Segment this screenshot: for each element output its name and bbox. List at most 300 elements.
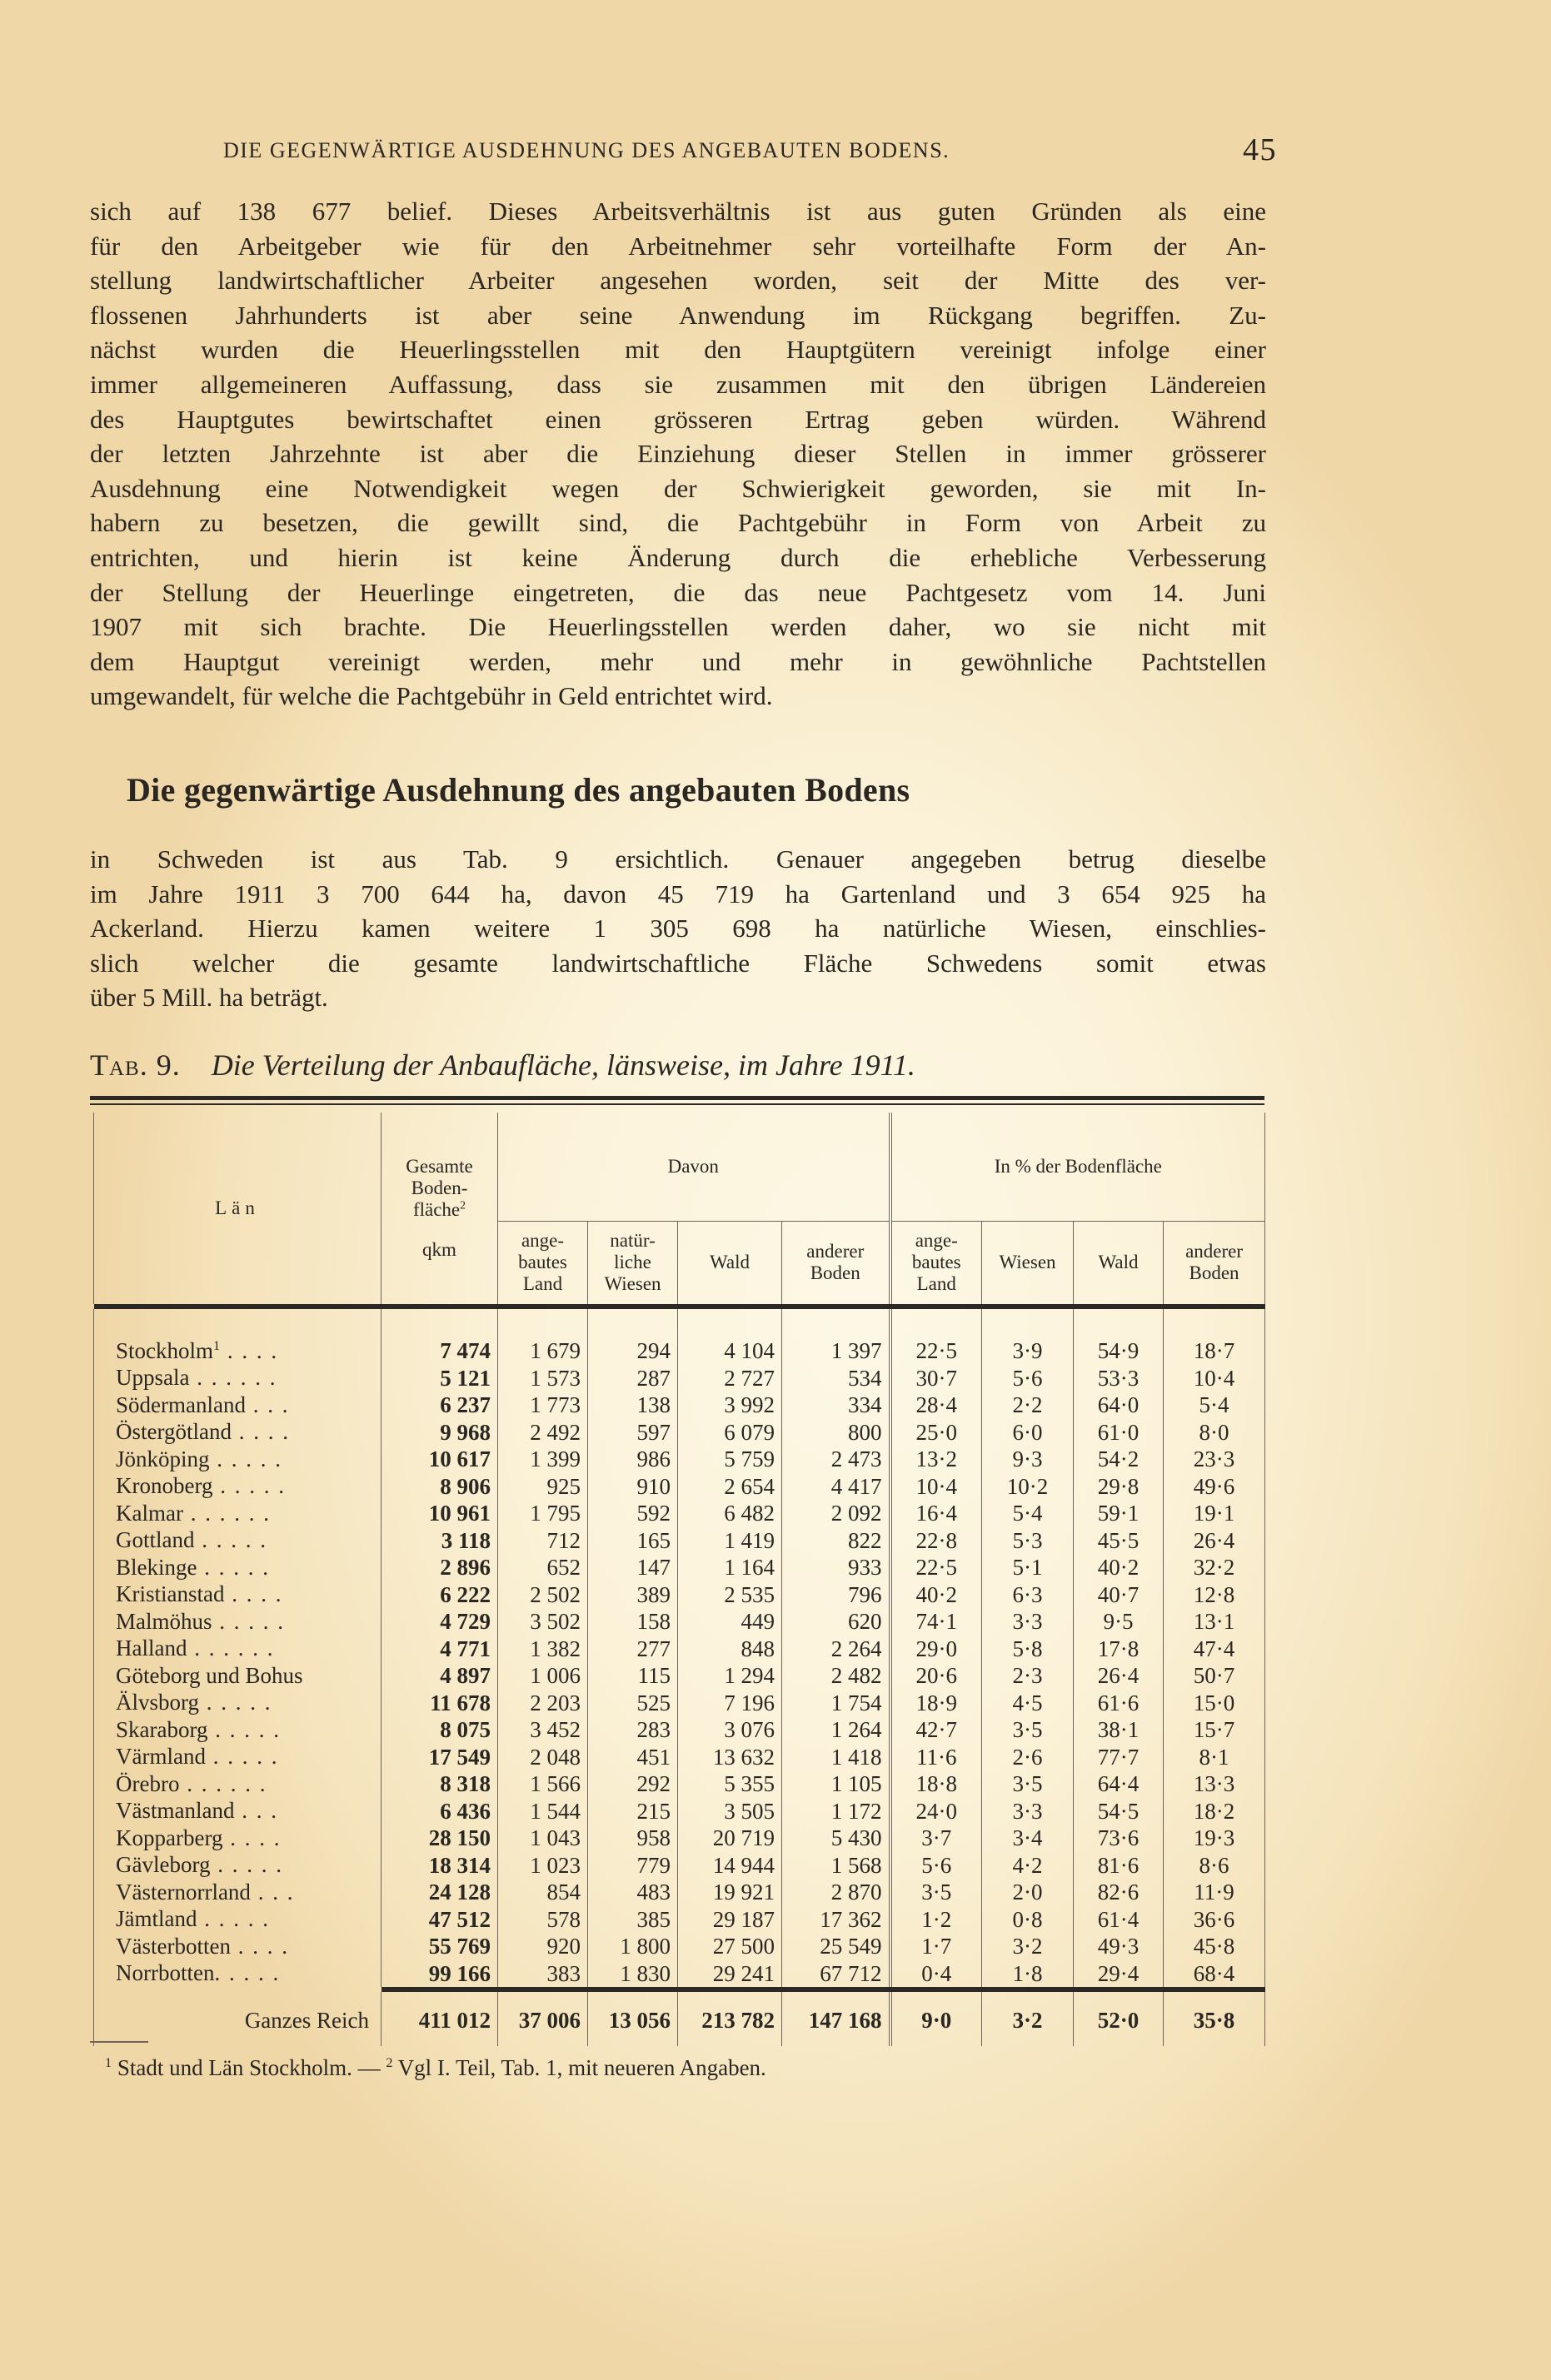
- cell-wald: 4 104: [678, 1337, 782, 1365]
- cell-anderer: 933: [782, 1554, 890, 1581]
- cell-pct-anderer: 50·7: [1164, 1662, 1265, 1690]
- cell-wald: 1 164: [678, 1554, 782, 1581]
- lan-name: Södermanland: [116, 1392, 246, 1417]
- cell-pct-land: 10·4: [890, 1473, 982, 1501]
- cell-lan: [94, 1581, 382, 1609]
- lan-name: Kopparberg: [116, 1825, 223, 1850]
- cell-anderer: 67 712: [782, 1960, 890, 1988]
- table-row: [94, 1554, 1265, 1581]
- table-row: [94, 1798, 1265, 1825]
- cell-pct-land: 22·8: [890, 1527, 982, 1555]
- cell-pct-land: 9·0: [890, 1992, 982, 2046]
- header-text: Boden: [810, 1262, 860, 1284]
- header-text: Gesamte: [406, 1156, 473, 1177]
- cell-pct-wald: 82·6: [1074, 1879, 1164, 1906]
- leader-dots: . . . . .: [197, 1554, 270, 1580]
- cell-pct-wald: 54·2: [1074, 1446, 1164, 1473]
- spacer: [1164, 1309, 1265, 1337]
- cell-lan: [94, 1608, 382, 1636]
- cell-pct-wald: 54·5: [1074, 1798, 1164, 1825]
- text-line: sich auf 138 677 belief. Dieses Arbeitsverhältnis ist aus guten Gründen als eine: [90, 197, 1266, 226]
- cell-wiesen: 147: [588, 1554, 678, 1581]
- cell-gesamt: 411 012: [382, 1992, 498, 2046]
- cell-gesamt: 47 512: [382, 1906, 498, 1934]
- text-line: über 5 Mill. ha beträgt.: [90, 983, 328, 1013]
- header-pct-wiesen: [982, 1221, 1074, 1304]
- table-body: [94, 1337, 1265, 1987]
- header-text: liche: [614, 1252, 651, 1273]
- cell-lan: [94, 1500, 382, 1527]
- lan-name: Kronoberg: [116, 1473, 213, 1499]
- header-pct-angebautes-land: [890, 1221, 982, 1304]
- header-pct-anderer-boden: [1164, 1221, 1265, 1304]
- cell-lan: [94, 1798, 382, 1825]
- spacer: [588, 1309, 678, 1337]
- cell-lan: [94, 1716, 382, 1744]
- cell-pct-wiesen: 3·3: [982, 1608, 1074, 1636]
- cell-wiesen: 483: [588, 1879, 678, 1906]
- cell-pct-land: 1·2: [890, 1906, 982, 1934]
- cell-pct-land: 40·2: [890, 1581, 982, 1609]
- cell-wald: 7 196: [678, 1690, 782, 1717]
- footnote-rule: [90, 2041, 148, 2043]
- text-line: stellung landwirtschaftlicher Arbeiter angesehen worden, seit der Mitte des ver-: [90, 266, 1266, 296]
- cell-gesamt: 8 318: [382, 1770, 498, 1798]
- text-line: des Hauptgutes bewirtschaftet einen grösseren Ertrag geben würden. Während: [90, 404, 1266, 434]
- cell-anderer: 147 168: [782, 1992, 890, 2046]
- cell-wiesen: 215: [588, 1798, 678, 1825]
- cell-lan: [94, 1473, 382, 1501]
- table-row: [94, 1933, 1265, 1960]
- lan-name: Norrbotten: [116, 1960, 215, 1986]
- cell-gesamt: 3 118: [382, 1527, 498, 1555]
- cell-land: 1 773: [498, 1392, 588, 1419]
- table-row: [94, 1879, 1265, 1906]
- lan-name: Halland: [116, 1636, 187, 1661]
- cell-wiesen: 292: [588, 1770, 678, 1798]
- cell-pct-wiesen: 3·2: [982, 1933, 1074, 1960]
- cell-wiesen: 1 830: [588, 1960, 678, 1988]
- cell-lan: [94, 1662, 382, 1690]
- cell-pct-wald: 38·1: [1074, 1716, 1164, 1744]
- spacer: [982, 1309, 1074, 1337]
- cell-anderer: 620: [782, 1608, 890, 1636]
- cell-gesamt: 6 222: [382, 1581, 498, 1609]
- cell-pct-land: 22·5: [890, 1554, 982, 1581]
- cell-lan: [94, 1690, 382, 1717]
- leader-dots: . . . . .: [197, 1906, 270, 1932]
- cell-pct-wiesen: 5·1: [982, 1554, 1074, 1581]
- text-line: slich welcher die gesamte landwirtschaftliche Fläche Schwedens somit etwas: [90, 948, 1266, 978]
- cell-gesamt: 18 314: [382, 1852, 498, 1880]
- lan-name: Gottland: [116, 1527, 195, 1553]
- cell-gesamt: 10 617: [382, 1446, 498, 1473]
- cell-pct-wiesen: 4·5: [982, 1690, 1074, 1717]
- cell-wiesen: 294: [588, 1337, 678, 1365]
- cell-wiesen: 158: [588, 1608, 678, 1636]
- header-davon: [498, 1113, 890, 1221]
- lan-name: Blekinge: [116, 1554, 197, 1580]
- cell-pct-wald: 29·4: [1074, 1960, 1164, 1988]
- cell-pct-land: 25·0: [890, 1419, 982, 1446]
- page-number: 45: [1243, 132, 1277, 167]
- cell-pct-wald: 26·4: [1074, 1662, 1164, 1690]
- table-row: [94, 1770, 1265, 1798]
- cell-wald: 1 294: [678, 1662, 782, 1690]
- table-top-rule-thick: [90, 1096, 1264, 1100]
- cell-pct-wiesen: 2·6: [982, 1744, 1074, 1771]
- table-row: [94, 1527, 1265, 1555]
- cell-wald: 5 355: [678, 1770, 782, 1798]
- table-row: [94, 1365, 1265, 1392]
- header-lan-label: Län: [215, 1197, 260, 1218]
- text-line: für den Arbeitgeber wie für den Arbeitnehmer sehr vorteilhafte Form der An-: [90, 231, 1266, 261]
- cell-land: 1 399: [498, 1446, 588, 1473]
- lan-name: Jönköping: [116, 1446, 210, 1471]
- cell-wiesen: 451: [588, 1744, 678, 1771]
- cell-wiesen: 13 056: [588, 1992, 678, 2046]
- lan-name: Västernorrland: [116, 1879, 251, 1904]
- header-natuerliche-wiesen: [588, 1221, 678, 1304]
- cell-pct-wiesen: 3·3: [982, 1798, 1074, 1825]
- header-text: Wald: [1098, 1252, 1139, 1273]
- paragraph-ausdehnung: [90, 842, 1266, 1015]
- cell-lan: [94, 1419, 382, 1446]
- table-title: Die Verteilung der Anbaufläche, länsweise, im Jahre 1911.: [211, 1048, 915, 1082]
- footnotes: [105, 2055, 766, 2081]
- cell-land: 854: [498, 1879, 588, 1906]
- header-pct-wald: [1074, 1221, 1164, 1304]
- cell-gesamt: 8 075: [382, 1716, 498, 1744]
- cell-pct-wiesen: 5·8: [982, 1636, 1074, 1663]
- text-line: dem Hauptgut vereinigt werden, mehr und mehr in gewöhnliche Pachtstellen: [90, 646, 1266, 676]
- lan-name: Uppsala: [116, 1365, 190, 1391]
- text-line: Ackerland. Hierzu kamen weitere 1 305 698 ha natürliche Wiesen, einschlies-: [90, 914, 1266, 944]
- table-row: [94, 1419, 1265, 1446]
- text-line: Ausdehnung eine Notwendigkeit wegen der Schwierigkeit geworden, sie mit In-: [90, 473, 1266, 503]
- cell-pct-wald: 64·4: [1074, 1770, 1164, 1798]
- cell-wiesen: 115: [588, 1662, 678, 1690]
- leader-dots: . . . . . .: [179, 1770, 267, 1796]
- cell-land: 2 203: [498, 1690, 588, 1717]
- leader-dots: . . . . . .: [182, 1500, 271, 1526]
- leader-dots: . . . . .: [205, 1744, 279, 1770]
- cell-gesamt: 10 961: [382, 1500, 498, 1527]
- cell-gesamt: 6 436: [382, 1798, 498, 1825]
- cell-land: 1 566: [498, 1770, 588, 1798]
- cell-pct-wald: 54·9: [1074, 1337, 1164, 1365]
- cell-anderer: 17 362: [782, 1906, 890, 1934]
- leader-dots: . . . .: [231, 1419, 290, 1445]
- table-top-rule-thin: [90, 1103, 1264, 1105]
- header-in-percent: [890, 1113, 1265, 1221]
- table-row: [94, 1392, 1265, 1419]
- table-row: [94, 1960, 1265, 1988]
- table-row: [94, 1500, 1265, 1527]
- cell-pct-wald: 40·7: [1074, 1581, 1164, 1609]
- lan-name: Skaraborg: [116, 1716, 208, 1742]
- cell-wald: 3 505: [678, 1798, 782, 1825]
- cell-pct-wiesen: 2·0: [982, 1879, 1074, 1906]
- cell-pct-wald: 45·5: [1074, 1527, 1164, 1555]
- cell-pct-land: 24·0: [890, 1798, 982, 1825]
- cell-anderer: 1 418: [782, 1744, 890, 1771]
- cell-land: 1 382: [498, 1636, 588, 1663]
- cell-pct-wald: 59·1: [1074, 1500, 1164, 1527]
- cell-pct-land: 74·1: [890, 1608, 982, 1636]
- leader-dots: . . .: [234, 1798, 278, 1824]
- spacer: [678, 1309, 782, 1337]
- cell-anderer: 2 264: [782, 1636, 890, 1663]
- cell-gesamt: 17 549: [382, 1744, 498, 1771]
- cell-land: 652: [498, 1554, 588, 1581]
- total-label: Ganzes Reich: [94, 1992, 382, 2046]
- cell-gesamt: 2 896: [382, 1554, 498, 1581]
- cell-wald: 2 654: [678, 1473, 782, 1501]
- section-heading: Die gegenwärtige Ausdehnung des angebauten Bodens: [127, 771, 910, 809]
- table-row: [94, 1636, 1265, 1663]
- cell-anderer: 1 397: [782, 1337, 890, 1365]
- table-row: [94, 1473, 1265, 1501]
- table-caption: [90, 1048, 1256, 1083]
- cell-land: 37 006: [498, 1992, 588, 2046]
- total-row: [94, 1992, 1265, 2046]
- leader-dots: . . . . . .: [189, 1365, 277, 1391]
- leader-dots: . . .: [245, 1392, 290, 1417]
- cell-land: 2 048: [498, 1744, 588, 1771]
- cell-anderer: 25 549: [782, 1933, 890, 1960]
- cell-gesamt: 6 237: [382, 1392, 498, 1419]
- cell-gesamt: 24 128: [382, 1879, 498, 1906]
- cell-pct-wald: 9·5: [1074, 1608, 1164, 1636]
- cell-land: 925: [498, 1473, 588, 1501]
- cell-pct-land: 42·7: [890, 1716, 982, 1744]
- cell-pct-land: 20·6: [890, 1662, 982, 1690]
- cell-pct-land: 22·5: [890, 1337, 982, 1365]
- cell-lan: [94, 1825, 382, 1852]
- cell-pct-wald: 17·8: [1074, 1636, 1164, 1663]
- cell-anderer: 1 754: [782, 1690, 890, 1717]
- cell-gesamt: 9 968: [382, 1419, 498, 1446]
- cell-pct-land: 11·6: [890, 1744, 982, 1771]
- leader-dots: . . . .: [222, 1825, 282, 1850]
- text-line: der Stellung der Heuerlinge eingetreten, die das neue Pachtgesetz vom 14. Juni: [90, 577, 1266, 607]
- cell-pct-anderer: 13·1: [1164, 1608, 1265, 1636]
- cell-lan: [94, 1879, 382, 1906]
- header-text: fläche: [412, 1199, 461, 1220]
- cell-pct-land: 18·8: [890, 1770, 982, 1798]
- leader-dots: . . . . .: [207, 1716, 281, 1742]
- header-text: natür-: [610, 1230, 656, 1252]
- header-text: Wiesen: [999, 1252, 1056, 1273]
- cell-pct-land: 29·0: [890, 1636, 982, 1663]
- cell-pct-land: 5·6: [890, 1852, 982, 1880]
- cell-gesamt: 99 166: [382, 1960, 498, 1988]
- leader-dots: . . . . .: [194, 1527, 267, 1553]
- cell-wald: 19 921: [678, 1879, 782, 1906]
- paragraph-heuerlinge: [90, 194, 1266, 714]
- cell-wiesen: 283: [588, 1716, 678, 1744]
- cell-land: 1 023: [498, 1852, 588, 1880]
- leader-dots: . . . . . .: [187, 1636, 275, 1661]
- cell-pct-wald: 61·4: [1074, 1906, 1164, 1934]
- lan-name: Östergötland: [116, 1419, 232, 1445]
- cell-pct-wiesen: 6·0: [982, 1419, 1074, 1446]
- cell-pct-wald: 52·0: [1074, 1992, 1164, 2046]
- cell-anderer: 2 870: [782, 1879, 890, 1906]
- cell-land: 2 492: [498, 1419, 588, 1446]
- header-in-percent-label: In % der Bodenfläche: [994, 1155, 1162, 1177]
- footnote-marker: 2: [460, 1198, 466, 1212]
- cell-pct-wiesen: 5·3: [982, 1527, 1074, 1555]
- text-line: in Schweden ist aus Tab. 9 ersichtlich. Genauer angegeben betrug dieselbe: [90, 844, 1266, 874]
- cell-pct-wiesen: 6·3: [982, 1581, 1074, 1609]
- cell-land: 920: [498, 1933, 588, 1960]
- header-anderer-boden: [782, 1221, 890, 1304]
- table-row: [94, 1716, 1265, 1744]
- cell-lan: [94, 1960, 382, 1988]
- cell-lan: [94, 1527, 382, 1555]
- table-row: [94, 1825, 1265, 1852]
- footnote-text: Vgl I. Teil, Tab. 1, mit neueren Angaben.: [392, 2055, 766, 2080]
- leader-dots: . . . . .: [212, 1473, 286, 1499]
- footnote-marker: 1: [213, 1337, 221, 1353]
- spacer: [1074, 1309, 1164, 1337]
- cell-pct-wiesen: 5·6: [982, 1365, 1074, 1392]
- lan-name: Gävleborg: [116, 1852, 211, 1878]
- cell-pct-wald: 49·3: [1074, 1933, 1164, 1960]
- cell-gesamt: 7 474: [382, 1337, 498, 1365]
- cell-pct-land: 30·7: [890, 1365, 982, 1392]
- lan-name: Västmanland: [116, 1798, 235, 1824]
- text-line: flossenen Jahrhunderts ist aber seine Anwendung im Rückgang begriffen. Zu-: [90, 300, 1266, 330]
- spacer: [382, 1309, 498, 1337]
- cell-wald: 14 944: [678, 1852, 782, 1880]
- cell-lan: [94, 1906, 382, 1934]
- cell-wald: 29 241: [678, 1960, 782, 1988]
- lan-name: Malmöhus: [116, 1608, 212, 1634]
- lan-name: Kristianstad: [116, 1581, 225, 1607]
- cell-wald: 2 535: [678, 1581, 782, 1609]
- cell-anderer: 1 105: [782, 1770, 890, 1798]
- leader-dots: . . . .: [224, 1581, 283, 1607]
- cell-land: 3 452: [498, 1716, 588, 1744]
- cell-pct-anderer: 49·6: [1164, 1473, 1265, 1501]
- lan-name: Västerbotten: [116, 1933, 231, 1959]
- table-total: [94, 1987, 1265, 2046]
- cell-wiesen: 385: [588, 1906, 678, 1934]
- cell-lan: [94, 1446, 382, 1473]
- header-text: Wald: [710, 1252, 750, 1273]
- cell-wald: 213 782: [678, 1992, 782, 2046]
- header-text: bautes: [518, 1252, 567, 1273]
- cell-land: 1 573: [498, 1365, 588, 1392]
- leader-dots: . . . .: [220, 1337, 279, 1363]
- cell-pct-anderer: 45·8: [1164, 1933, 1265, 1960]
- footnote-text: Stadt und Län Stockholm. —: [112, 2055, 387, 2080]
- leader-dots: . . . . .: [214, 1960, 281, 1986]
- cell-lan: [94, 1933, 382, 1960]
- header-text: Wiesen: [604, 1273, 661, 1295]
- cell-wald: 3 076: [678, 1716, 782, 1744]
- cell-pct-wiesen: 1·8: [982, 1960, 1074, 1988]
- cell-anderer: 800: [782, 1419, 890, 1446]
- leader-dots: . . . . .: [199, 1690, 272, 1715]
- cell-wald: 6 482: [678, 1500, 782, 1527]
- cell-pct-wald: 53·3: [1074, 1365, 1164, 1392]
- table-row: [94, 1608, 1265, 1636]
- cell-wald: 27 500: [678, 1933, 782, 1960]
- cell-gesamt: 11 678: [382, 1690, 498, 1717]
- cell-pct-anderer: 36·6: [1164, 1906, 1265, 1934]
- cell-anderer: 534: [782, 1365, 890, 1392]
- header-text: bautes: [911, 1252, 961, 1273]
- cell-pct-wald: 64·0: [1074, 1392, 1164, 1419]
- cell-anderer: 334: [782, 1392, 890, 1419]
- text-line: umgewandelt, für welche die Pachtgebühr in Geld entrichtet wird.: [90, 681, 773, 711]
- cell-anderer: 2 473: [782, 1446, 890, 1473]
- cell-pct-anderer: 23·3: [1164, 1446, 1265, 1473]
- cell-wiesen: 165: [588, 1527, 678, 1555]
- leader-dots: . . . . .: [209, 1446, 283, 1471]
- footnote-marker: 1: [105, 2055, 112, 2070]
- cell-pct-wald: 61·6: [1074, 1690, 1164, 1717]
- cell-pct-anderer: 12·8: [1164, 1581, 1265, 1609]
- header-angebautes-land: [498, 1221, 588, 1304]
- cell-wiesen: 597: [588, 1419, 678, 1446]
- cell-pct-anderer: 35·8: [1164, 1992, 1265, 2046]
- header-text: Land: [522, 1273, 563, 1295]
- cell-pct-anderer: 8·6: [1164, 1852, 1265, 1880]
- table-row: [94, 1337, 1265, 1365]
- table-row: [94, 1852, 1265, 1880]
- spacer: [782, 1309, 890, 1337]
- cell-pct-wiesen: 3·5: [982, 1770, 1074, 1798]
- cell-lan: [94, 1365, 382, 1392]
- cell-pct-anderer: 47·4: [1164, 1636, 1265, 1663]
- cell-pct-anderer: 32·2: [1164, 1554, 1265, 1581]
- cell-pct-wald: 73·6: [1074, 1825, 1164, 1852]
- cell-anderer: 1 264: [782, 1716, 890, 1744]
- cell-land: 3 502: [498, 1608, 588, 1636]
- lan-name: Älvsborg: [116, 1690, 200, 1715]
- table-row: [94, 1581, 1265, 1609]
- cell-pct-land: 3·5: [890, 1879, 982, 1906]
- header-text: Boden-: [411, 1178, 468, 1198]
- cell-lan: [94, 1744, 382, 1771]
- header-text: anderer: [1185, 1241, 1244, 1262]
- cell-anderer: 1 568: [782, 1852, 890, 1880]
- text-line: immer allgemeineren Auffassung, dass sie zusammen mit den übrigen Ländereien: [90, 369, 1266, 399]
- cell-pct-wiesen: 3·2: [982, 1992, 1074, 2046]
- lan-name: Örebro: [116, 1770, 180, 1796]
- header-text: ange-: [915, 1230, 958, 1252]
- land-distribution-table: [93, 1113, 1265, 2046]
- cell-pct-anderer: 26·4: [1164, 1527, 1265, 1555]
- cell-wald: 5 759: [678, 1446, 782, 1473]
- cell-pct-anderer: 5·4: [1164, 1392, 1265, 1419]
- cell-pct-anderer: 8·0: [1164, 1419, 1265, 1446]
- cell-wald: 848: [678, 1636, 782, 1663]
- cell-wald: 20 719: [678, 1825, 782, 1852]
- leader-dots: . . . .: [230, 1933, 289, 1959]
- cell-anderer: 822: [782, 1527, 890, 1555]
- cell-pct-wiesen: 0·8: [982, 1906, 1074, 1934]
- cell-pct-wiesen: 2·3: [982, 1662, 1074, 1690]
- cell-wald: 449: [678, 1608, 782, 1636]
- table-row: [94, 1744, 1265, 1771]
- cell-lan: [94, 1770, 382, 1798]
